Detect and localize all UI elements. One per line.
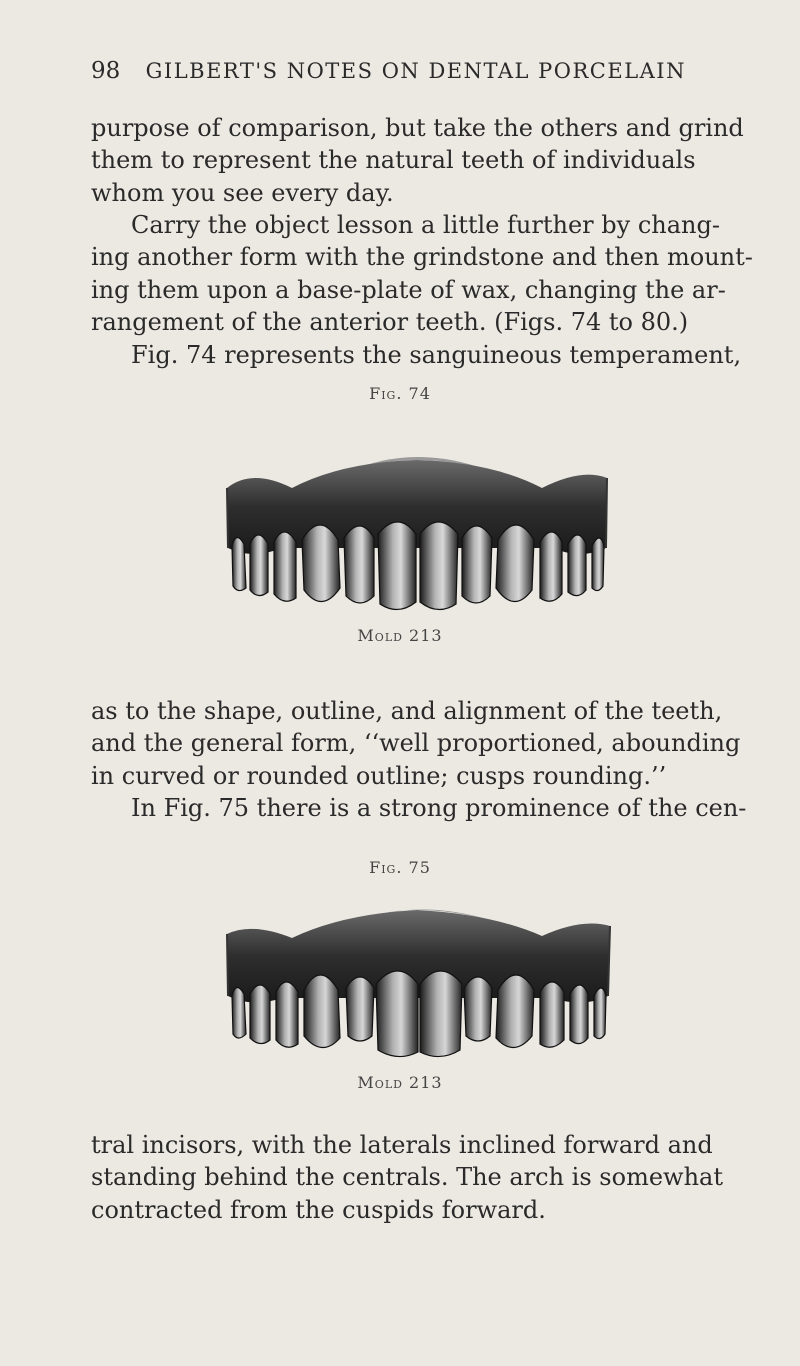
paragraph-1 (91, 112, 749, 209)
text-line: In Fig. 75 there is a strong prominence of the cen- (131, 794, 747, 822)
paragraph-5 (91, 792, 749, 824)
text-line: ing another form with the grindstone and then mount- (91, 243, 753, 272)
text-line: purpose of comparison, but take the others and grind (91, 114, 744, 142)
text-line: them to represent the natural teeth of individuals (91, 146, 696, 175)
text-line: and the general form, ‘‘well proportioned, abounding (91, 729, 741, 758)
text-line: as to the shape, outline, and alignment of the teeth, (91, 697, 723, 725)
text-line: Carry the object lesson a little further by chang- (131, 211, 720, 239)
text-line: in curved or rounded outline; cusps rounding.’’ (91, 761, 667, 790)
figure-74-caption: Mold 213 (357, 626, 443, 645)
paragraph-6 (91, 1129, 749, 1226)
text-line: contracted from the cuspids forward. (91, 1195, 546, 1224)
paragraph-4 (91, 695, 749, 792)
text-line: standing behind the centrals. The arch is somewhat (91, 1163, 723, 1192)
paragraph-2 (91, 209, 753, 339)
figure-75-label: Fig. 75 (369, 858, 431, 877)
text-line: Fig. 74 represents the sanguineous temperament, (131, 341, 742, 369)
figure-75-caption: Mold 213 (357, 1073, 443, 1092)
text-line: whom you see every day. (91, 178, 394, 207)
figure-75-dentures-illustration (222, 900, 614, 1062)
text-line: ing them upon a base-plate of wax, changing the ar- (91, 275, 726, 304)
page-number: 98 (91, 58, 121, 84)
figure-74-label: Fig. 74 (369, 384, 431, 403)
text-line: rangement of the anterior teeth. (Figs. 74 to 80.) (91, 308, 689, 337)
running-header (91, 58, 686, 84)
running-title: GILBERT'S NOTES ON DENTAL PORCELAIN (145, 59, 686, 83)
figure-74-dentures-illustration (222, 448, 612, 620)
text-line: tral incisors, with the laterals inclined forward and (91, 1131, 713, 1159)
paragraph-3 (91, 339, 749, 371)
